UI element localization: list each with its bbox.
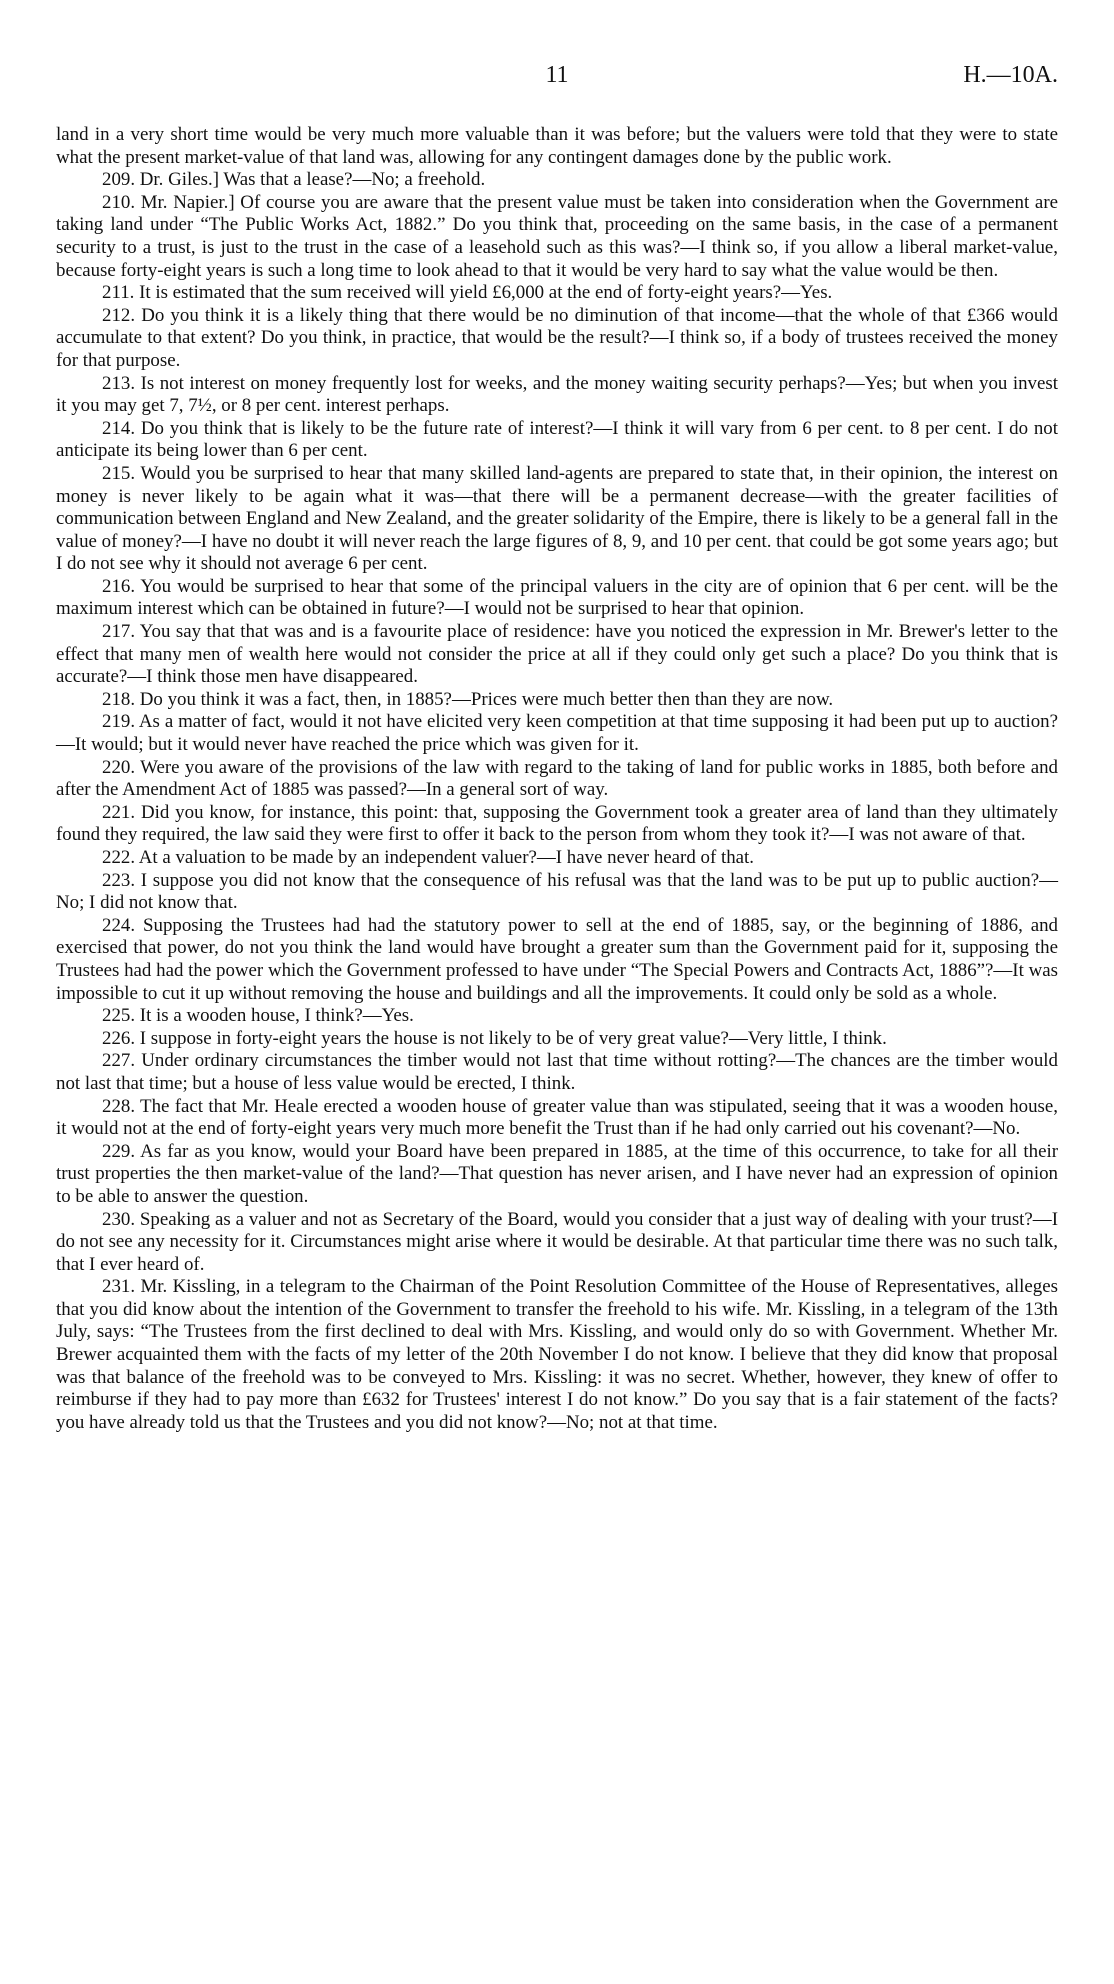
paragraph: 209. Dr. Giles.] Was that a lease?—No; a freehold. — [102, 169, 486, 191]
paragraph: 218. Do you think it was a fact, then, in 1885?—Prices were much better then than they are now. — [102, 688, 834, 710]
paragraph: 220. Were you aware of the provisions of the law with regard to the taking of land for public works in 1885, both before and after the Amendment Act of 1885 was passed?—In a general sort of way. — [56, 756, 1058, 801]
paragraph: 213. Is not interest on money frequently lost for weeks, and the money waiting security perhaps?—Yes; but when you invest it you may get 7, 7½, or 8 per cent. interest perhaps. — [56, 372, 1058, 417]
running-head — [56, 62, 1058, 96]
paragraph: 223. I suppose you did not know that the consequence of his refusal was that the land was to be put up to public auction?—No; I did not know that. — [56, 869, 1058, 914]
paragraph: 214. Do you think that is likely to be the future rate of interest?—I think it will vary from 6 per cent. to 8 per cent. I do not anticipate its being lower than 6 per cent. — [56, 417, 1058, 462]
paragraph: 217. You say that that was and is a favourite place of residence: have you noticed the expression in Mr. Brewer's letter to the effect that many men of wealth here would not consider the price at all if they could only get such a place? Do you think that is accurate?—I think those men have disappeared. — [56, 621, 1058, 688]
paragraph: 224. Supposing the Trustees had had the statutory power to sell at the end of 1885, say, or the beginning of 1886, and exercised that power, do not you think the land would have brought a greater sum than the Government paid for it, supposing the Trustees had had the power which the Government professed to have under “The Special Powers and Contracts Act, 1886”?—It was impossible to cut it up without removing the house and buildings and all the improvements. It could only be sold as a whole. — [56, 914, 1058, 1004]
paragraph: 229. As far as you know, would your Board have been prepared in 1885, at the time of this occurrence, to take for all their trust properties the then market-value of the land?—That question has never arisen, and I have never had an expression of opinion to be able to answer the question. — [56, 1140, 1058, 1207]
paragraph: 231. Mr. Kissling, in a telegram to the Chairman of the Point Resolution Committee of the House of Representatives, alleges that you did know about the intention of the Government to transfer the freehold to his wife. Mr. Kissling, in a telegram of the 13th July, says: “The Trustees from the first declined to deal with Mrs. Kissling, and would only do so with Government. Whether Mr. Brewer acquainted them with the facts of my letter of the 20th November I do not know. I believe that they did know that proposal was that balance of the freehold was to be conveyed to Mrs. Kissling: it was no secret. Whether, however, they knew of offer to reimburse if they had to pay more than £632 for Trustees' interest I do not know.” Do you say that is a fair statement of the facts? you have already told us that the Trustees and you did not know?—No; not at that time. — [56, 1276, 1058, 1433]
paragraph: land in a very short time would be very much more valuable than it was before; but the valuers were told that they were to state what the present market-value of that land was, allowing for any contingent damages done by the public work. — [56, 124, 1058, 168]
paragraph: 221. Did you know, for instance, this point: that, supposing the Government took a greater area of land than they ultimately found they required, the law said they were first to offer it back to the person from whom they took it?—I was not aware of that. — [56, 801, 1058, 846]
paragraph: 230. Speaking as a valuer and not as Secretary of the Board, would you consider that a just way of dealing with your trust?—I do not see any necessity for it. Circumstances might arise where it would be desirable. At that particular time there was no such talk, that I ever heard of. — [56, 1208, 1058, 1275]
paragraph: 226. I suppose in forty-eight years the house is not likely to be of very great value?—Very little, I think. — [102, 1027, 887, 1049]
paragraph: 225. It is a wooden house, I think?—Yes. — [102, 1005, 414, 1027]
paragraph: 215. Would you be surprised to hear that many skilled land-agents are prepared to state that, in their opinion, the interest on money is never likely to be again what it was—that there will be a permanent decrease—with the greater facilities of communication between England and New Zealand, and the greater solidarity of the Empire, there is likely to be a general fall in the value of money?—I have no doubt it will never reach the large figures of 8, 9, and 10 per cent. that could be got some years ago; but I do not see why it should not average 6 per cent. — [56, 462, 1058, 575]
paragraph: 210. Mr. Napier.] Of course you are aware that the present value must be taken into consideration when the Government are taking land under “The Public Works Act, 1882.” Do you think that, proceeding on the same basis, in the case of a permanent security to a trust, is just to the trust in the case of a leasehold such as this was?—I think so, if you allow a liberal market-value, because forty-eight years is such a long time to look ahead to that it would be very hard to say what the value would be then. — [56, 191, 1058, 281]
paragraph: 219. As a matter of fact, would it not have elicited very keen competition at that time supposing it had been put up to auction?—It would; but it would never have reached the price which was given for it. — [56, 711, 1058, 756]
paragraph: 216. You would be surprised to hear that some of the principal valuers in the city are of opinion that 6 per cent. will be the maximum interest which can be obtained in future?—I would not be surprised to hear that opinion. — [56, 575, 1058, 620]
document-reference: H.—10A. — [963, 62, 1058, 88]
paragraph: 222. At a valuation to be made by an independent valuer?—I have never heard of that. — [102, 847, 755, 868]
paragraph: 228. The fact that Mr. Heale erected a wooden house of greater value than was stipulated, seeing that it was a wooden house, it would not at the end of forty-eight years very much more benefit the Trust than if he had only carried out his covenant?—No. — [56, 1095, 1058, 1140]
paragraph: 211. It is estimated that the sum received will yield £6,000 at the end of forty-eight years?—Yes. — [102, 282, 833, 304]
paragraph: 227. Under ordinary circumstances the timber would not last that time without rotting?—The chances are the timber would not last that time; but a house of less value would be erected, I think. — [56, 1050, 1058, 1094]
paragraph: 212. Do you think it is a likely thing that there would be no diminution of that income—that the whole of that £366 would accumulate to that extent? Do you think, in practice, that would be the result?—I think so, if a body of trustees received the money for that purpose. — [56, 304, 1058, 371]
page-number: 11 — [545, 62, 569, 88]
body-text — [56, 124, 1058, 1434]
